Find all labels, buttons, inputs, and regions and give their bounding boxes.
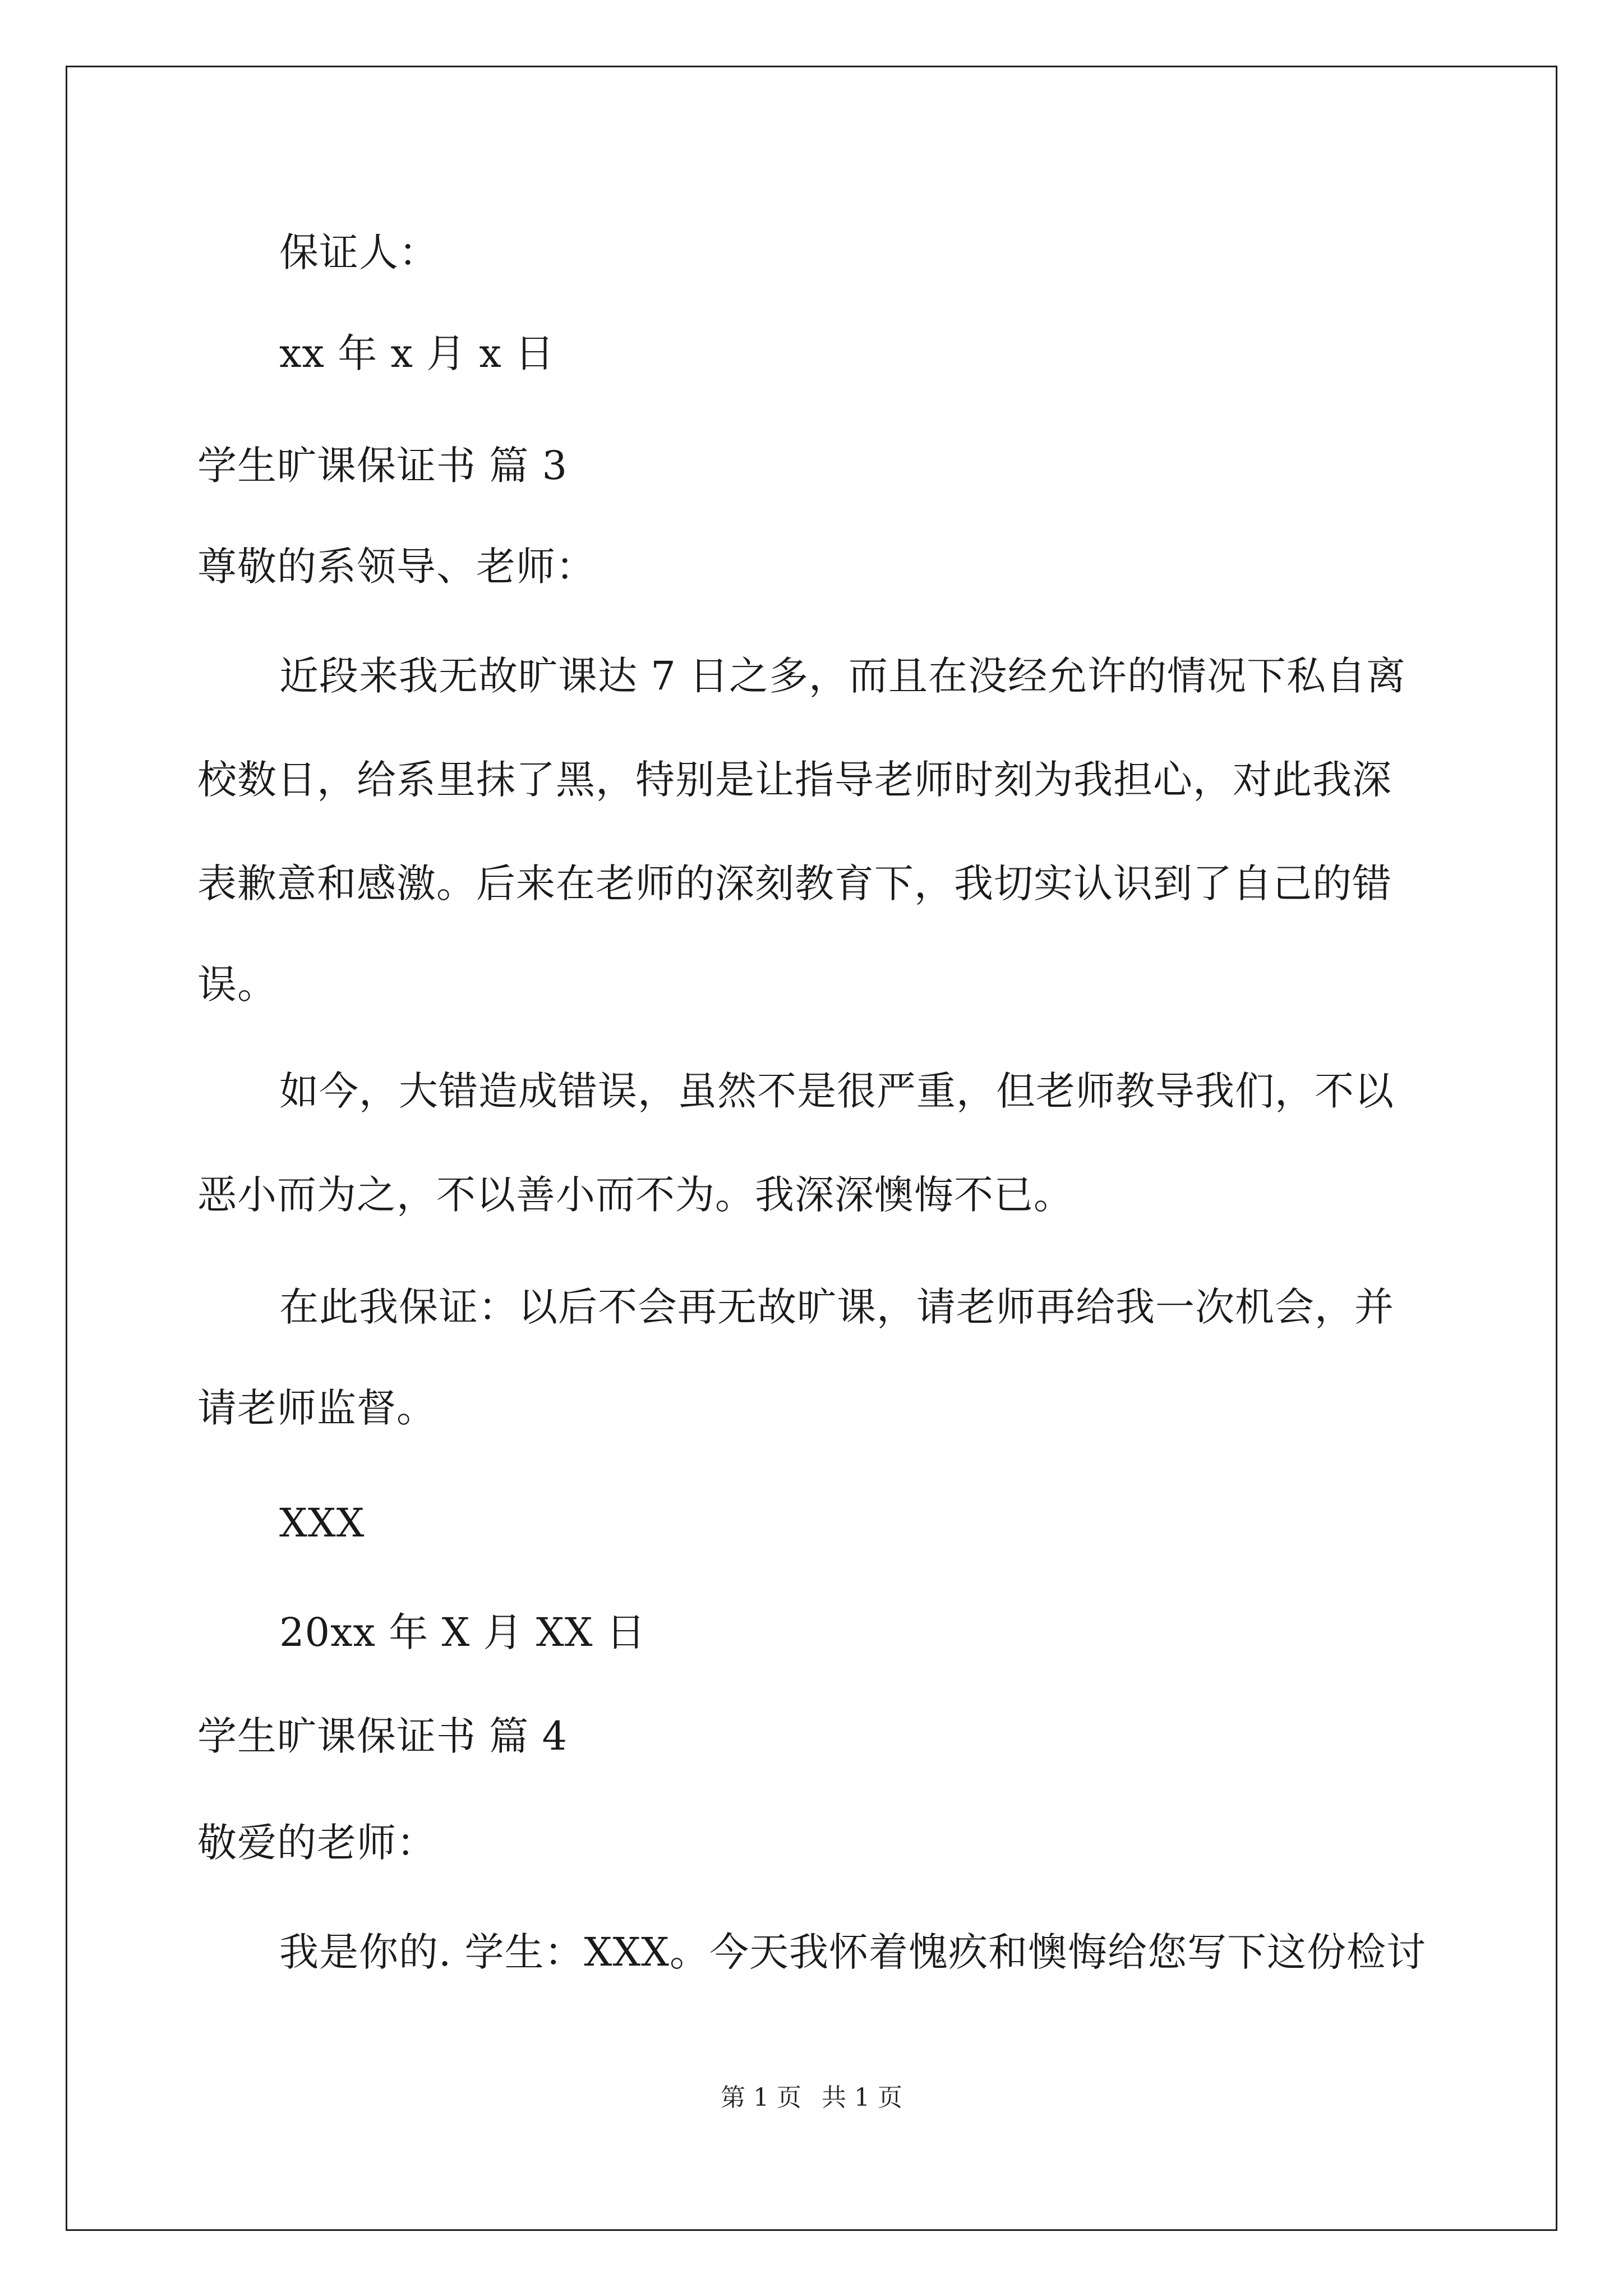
signature-date: 20xx 年 X 月 XX 日 bbox=[279, 1609, 646, 1655]
page-total: 共 1 页 bbox=[822, 2083, 902, 2112]
paragraph-line: 校数日，给系里抹了黑，特别是让指导老师时刻为我担心，对此我深 bbox=[197, 757, 1392, 803]
signature: XXX bbox=[279, 1500, 365, 1546]
paragraph-line: 恶小而为之，不以善小而不为。我深深懊悔不已。 bbox=[197, 1172, 1073, 1218]
section-heading-4: 学生旷课保证书 篇 4 bbox=[197, 1713, 568, 1759]
salutation: 尊敬的系领导、老师： bbox=[197, 544, 596, 590]
paragraph-line: 我是你的. 学生：XXX。今天我怀着愧疚和懊悔给您写下这份检讨 bbox=[279, 1929, 1427, 1975]
paragraph-line: 误。 bbox=[197, 961, 277, 1007]
paragraph-line: 如今，大错造成错误，虽然不是很严重，但老师教导我们，不以 bbox=[279, 1068, 1394, 1114]
guarantor-label: 保证人： bbox=[279, 229, 439, 275]
paragraph-line: 近段来我无故旷课达 7 日之多，而且在没经允许的情况下私自离 bbox=[279, 653, 1407, 699]
salutation: 敬爱的老师： bbox=[197, 1820, 436, 1866]
section-heading-3: 学生旷课保证书 篇 3 bbox=[197, 443, 568, 489]
paragraph-line: 表歉意和感激。后来在老师的深刻教育下，我切实认识到了自己的错 bbox=[197, 861, 1392, 907]
paragraph-line: 请老师监督。 bbox=[197, 1385, 436, 1431]
page-number: 第 1 页 bbox=[721, 2083, 801, 2112]
page-border bbox=[66, 66, 1557, 2231]
date-line: xx 年 x 月 x 日 bbox=[279, 330, 555, 376]
page-footer bbox=[0, 2081, 1623, 2115]
paragraph-line: 在此我保证：以后不会再无故旷课，请老师再给我一次机会，并 bbox=[279, 1284, 1394, 1330]
